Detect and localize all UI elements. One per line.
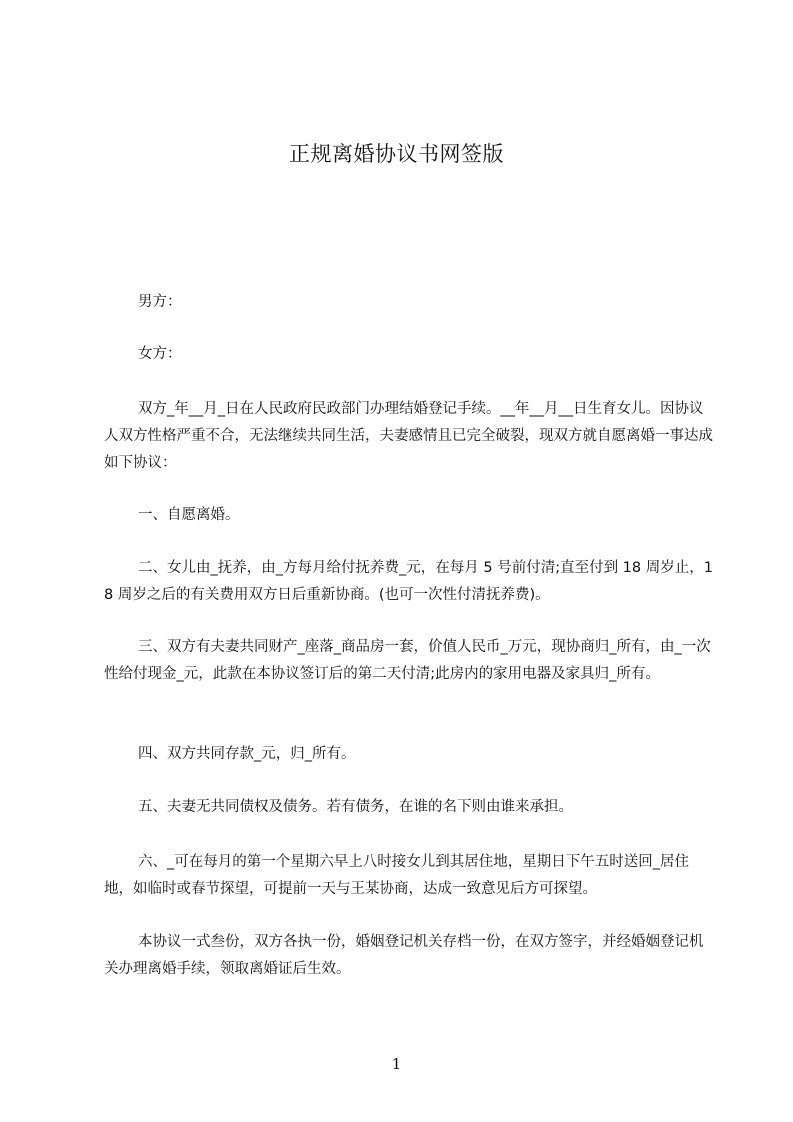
husband-label: 男方： [138, 294, 182, 310]
document-title: 正规离婚协议书网签版 [289, 142, 504, 166]
clause-1: 一、自愿离婚。 [138, 507, 240, 523]
closing-paragraph: 本协议一式叁份，双方各执一份，婚姻登记机关存档一份，在双方签字，并经婚姻登记机关办理离婚手续，领取离婚证后生效。 [104, 934, 704, 977]
wife-label: 女方： [138, 346, 182, 362]
clause-2: 二、女儿由_抚养，由_方每月给付抚养费_元，在每月 5 号前付清;直至付到 18 周岁止，18 周岁之后的有关费用双方日后重新协商。(也可一次性付清抚养费)。 [104, 560, 713, 603]
clause-6: 六、_可在每月的第一个星期六早上八时接女儿到其居住地，星期日下午五时送回_居住地，如临时或春节探望，可提前一天与王某协商，达成一致意见后方可探望。 [104, 854, 689, 897]
clause-4: 四、双方共同存款_元，归_所有。 [138, 746, 356, 762]
page-number: 1 [391, 1055, 402, 1073]
clause-3: 三、双方有夫妻共同财产_座落_商品房一套，价值人民币_万元，现协商归_所有，由_一次性给付现金_元，此款在本协议签订后的第二天付清;此房内的家用电器及家具归_所有。 [104, 639, 711, 682]
intro-paragraph: 双方_年__月_日在人民政府民政部门办理结婚登记手续。__年__月__日生育女儿。因协议人双方性格严重不合，无法继续共同生活，夫妻感情且已完全破裂，现双方就自愿离婚一事达成如下协议： [104, 401, 713, 471]
clause-5: 五、夫妻无共同债权及债务。若有债务，在谁的名下则由谁来承担。 [138, 799, 573, 815]
